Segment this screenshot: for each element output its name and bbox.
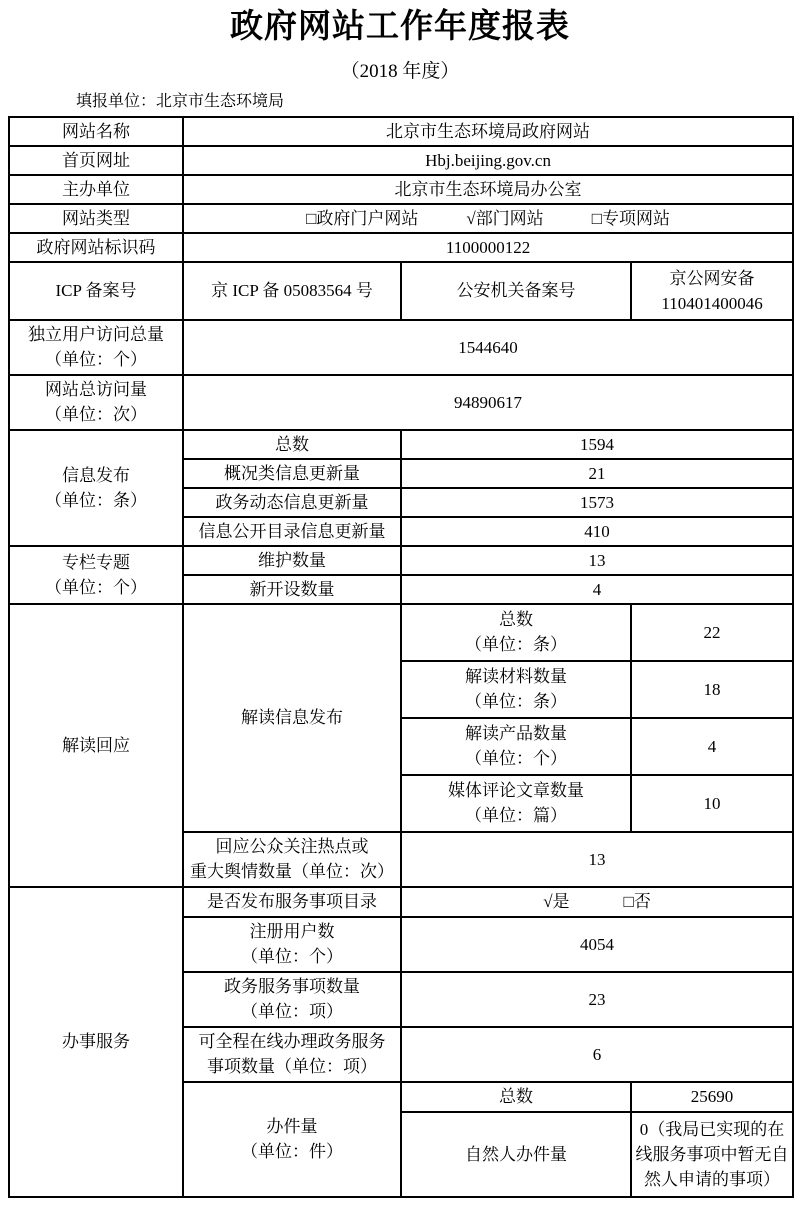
info-release-catalog-value: 410 — [401, 517, 793, 546]
option-label: 否 — [633, 892, 651, 912]
interpretation-total-value: 22 — [631, 604, 793, 661]
home-url-value: Hbj.beijing.gov.cn — [183, 146, 793, 175]
cases-group-line1: 办件量 — [266, 1117, 318, 1137]
unique-visitors-row — [9, 320, 793, 375]
interpretation-materials-value: 18 — [631, 661, 793, 718]
site-type-options-cell — [183, 204, 793, 233]
special-topics-maintained-value: 13 — [401, 546, 793, 575]
site-type-option-department — [466, 206, 543, 231]
interpretation-materials-label-line1: 解读材料数量 — [465, 667, 567, 687]
unique-visitors-label-line1: 独立用户访问总量 — [28, 325, 164, 345]
info-release-overview-label: 概况类信息更新量 — [183, 459, 401, 488]
option-label: 政府门户网站 — [316, 208, 419, 228]
interpretation-group-label: 解读回应 — [9, 604, 183, 887]
interpretation-release-label: 解读信息发布 — [183, 604, 401, 832]
interpretation-media-label-line1: 媒体评论文章数量 — [448, 781, 584, 801]
cases-total-label: 总数 — [401, 1082, 631, 1112]
unique-visitors-value: 1544640 — [183, 320, 793, 375]
interpretation-products-label — [401, 718, 631, 775]
checkmark-icon: √ — [543, 892, 553, 912]
option-label: 专项网站 — [601, 208, 670, 228]
interpretation-total-label-line1: 总数 — [499, 610, 533, 630]
service-items-label-line1: 政务服务事项数量 — [224, 977, 360, 997]
site-type-option-special — [592, 206, 670, 231]
site-type-row — [9, 204, 793, 233]
services-catalog-options-cell — [401, 887, 793, 917]
public-response-label-line2: 重大舆情数量（单位：次） — [190, 862, 394, 882]
info-release-group-label — [9, 430, 183, 546]
interpretation-materials-label — [401, 661, 631, 718]
site-code-row — [9, 233, 793, 262]
special-topics-maintained-label: 维护数量 — [183, 546, 401, 575]
site-code-value: 1100000122 — [183, 233, 793, 262]
interpretation-media-unit: （单位：篇） — [465, 806, 567, 826]
interpretation-materials-unit: （单位：条） — [465, 692, 567, 712]
icp-label: ICP 备案号 — [9, 262, 183, 320]
natural-person-cases-value: 0（我局已实现的在线服务事项中暂无自然人申请的事项） — [631, 1112, 793, 1197]
site-code-label: 政府网站标识码 — [9, 233, 183, 262]
cases-group-label — [183, 1082, 401, 1197]
icp-row — [9, 262, 793, 320]
registered-users-label-line1: 注册用户数 — [249, 922, 335, 942]
site-type-option-portal — [306, 206, 418, 231]
police-filing-value-line1: 京公网安备 — [669, 268, 755, 288]
interpretation-products-label-line1: 解读产品数量 — [465, 724, 567, 744]
unique-visitors-label — [9, 320, 183, 375]
info-release-dynamics-value: 1573 — [401, 488, 793, 517]
site-name-row — [9, 117, 793, 146]
interpretation-products-value: 4 — [631, 718, 793, 775]
public-response-label-line1: 回应公众关注热点或 — [215, 837, 369, 857]
services-catalog-label: 是否发布服务事项目录 — [183, 887, 401, 917]
organizer-row — [9, 175, 793, 204]
public-response-value: 13 — [401, 832, 793, 887]
info-release-group-unit: （单位：条） — [45, 490, 147, 510]
cases-group-unit: （单位：件） — [241, 1142, 343, 1162]
option-label: 部门网站 — [475, 208, 544, 228]
total-visits-label-line1: 网站总访问量 — [45, 380, 147, 400]
interpretation-products-unit: （单位：个） — [465, 749, 567, 769]
special-topics-row-maintained — [9, 546, 793, 575]
checkbox-unchecked-icon: □ — [623, 892, 634, 912]
catalog-option-no — [624, 889, 651, 914]
info-release-dynamics-label: 政务动态信息更新量 — [183, 488, 401, 517]
special-topics-group-unit: （单位：个） — [45, 577, 147, 597]
services-row-catalog — [9, 887, 793, 917]
special-topics-new-value: 4 — [401, 575, 793, 604]
site-name-label: 网站名称 — [9, 117, 183, 146]
special-topics-new-label: 新开设数量 — [183, 575, 401, 604]
online-items-value: 6 — [401, 1027, 793, 1082]
interpretation-total-label — [401, 604, 631, 661]
checkmark-icon: √ — [466, 208, 476, 228]
report-year-subtitle: （2018 年度） — [340, 60, 460, 82]
home-url-label: 首页网址 — [9, 146, 183, 175]
total-visits-unit: （单位：次） — [45, 405, 147, 425]
icp-value: 京 ICP 备 05083564 号 — [183, 262, 401, 320]
cases-total-value: 25690 — [631, 1082, 793, 1112]
site-type-label: 网站类型 — [9, 204, 183, 233]
registered-users-value: 4054 — [401, 917, 793, 972]
service-items-label — [183, 972, 401, 1027]
organizer-label: 主办单位 — [9, 175, 183, 204]
info-release-catalog-label: 信息公开目录信息更新量 — [183, 517, 401, 546]
public-response-label — [183, 832, 401, 887]
home-url-row — [9, 146, 793, 175]
checkbox-unchecked-icon: □ — [591, 208, 602, 228]
filing-unit-label: 填报单位：北京市生态环境局 — [76, 93, 285, 111]
total-visits-label — [9, 375, 183, 430]
info-release-row-total — [9, 430, 793, 459]
total-visits-value: 94890617 — [183, 375, 793, 430]
page-title: 政府网站工作年度报表 — [230, 9, 570, 45]
service-items-unit: （单位：项） — [241, 1002, 343, 1022]
total-visits-row — [9, 375, 793, 430]
special-topics-group-label — [9, 546, 183, 604]
interpretation-media-value: 10 — [631, 775, 793, 832]
annual-report-table — [8, 116, 794, 1198]
organizer-value: 北京市生态环境局办公室 — [183, 175, 793, 204]
info-release-total-value: 1594 — [401, 430, 793, 459]
police-filing-value — [631, 262, 793, 320]
registered-users-unit: （单位：个） — [241, 947, 343, 967]
police-filing-label: 公安机关备案号 — [401, 262, 631, 320]
services-group-label: 办事服务 — [9, 887, 183, 1197]
info-release-group-line1: 信息发布 — [62, 465, 130, 485]
special-topics-group-line1: 专栏专题 — [62, 552, 130, 572]
info-release-total-label: 总数 — [183, 430, 401, 459]
interpretation-total-unit: （单位：条） — [465, 635, 567, 655]
online-items-label — [183, 1027, 401, 1082]
interpretation-media-label — [401, 775, 631, 832]
online-items-label-line2: 事项数量（单位：项） — [207, 1057, 377, 1077]
service-items-value: 23 — [401, 972, 793, 1027]
natural-person-cases-label: 自然人办件量 — [401, 1112, 631, 1197]
catalog-option-yes — [543, 889, 569, 914]
unique-visitors-unit: （单位：个） — [45, 350, 147, 370]
site-name-value: 北京市生态环境局政府网站 — [183, 117, 793, 146]
option-label: 是 — [552, 892, 570, 912]
online-items-label-line1: 可全程在线办理政务服务 — [198, 1032, 386, 1052]
interpretation-row-total — [9, 604, 793, 661]
info-release-overview-value: 21 — [401, 459, 793, 488]
registered-users-label — [183, 917, 401, 972]
checkbox-unchecked-icon: □ — [306, 208, 317, 228]
police-filing-value-line2: 110401400046 — [661, 293, 763, 313]
